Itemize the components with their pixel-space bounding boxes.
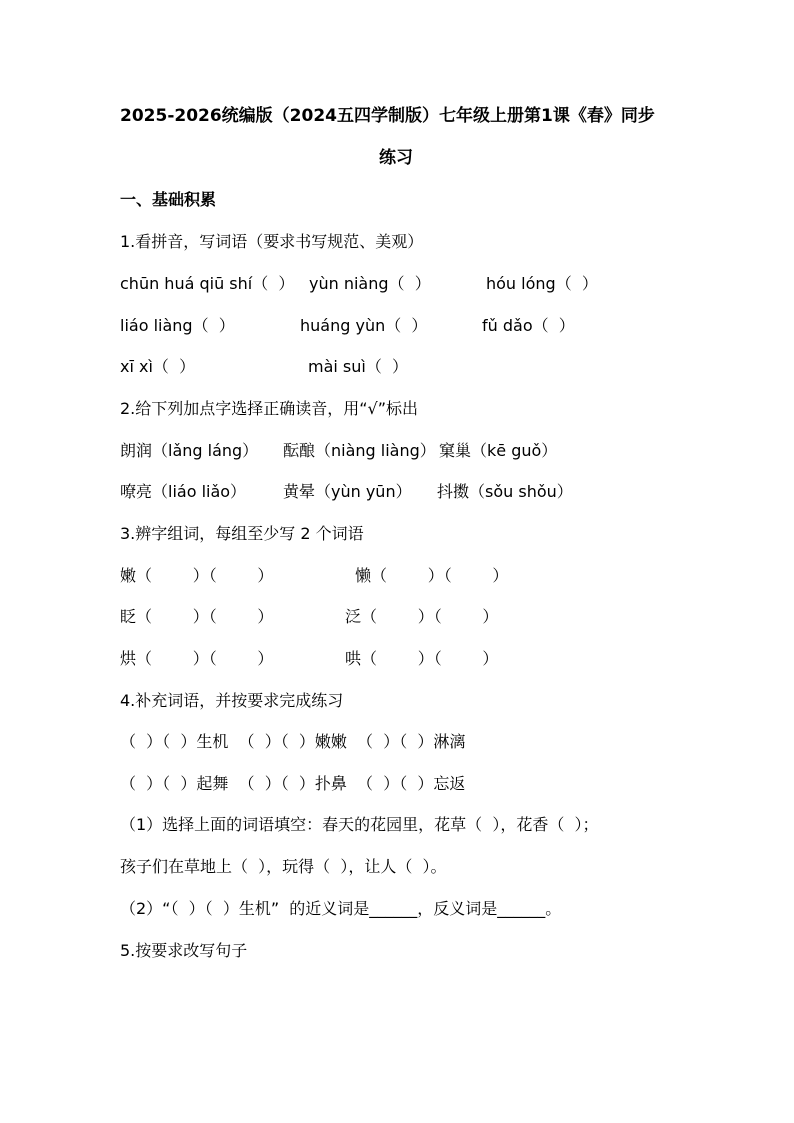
q2-item: 嘹亮（liáo liǎo） [120,482,247,501]
q1-item: liáo liàng（ ） [120,316,235,335]
q4-row-2: （ ）（ ）起舞 （ ）（ ）扑鼻 （ ）（ ）忘返 [120,774,466,793]
q1-item: fǔ dǎo（ ） [482,316,575,335]
q2-item: 抖擞（sǒu shǒu） [437,482,573,501]
q3-item: 嫩（ ）（ ） [120,566,274,585]
q1-item: xī xì（ ） [120,357,196,376]
q2-item: 黄晕（yùn yūn） [283,482,412,501]
q3-item: 泛（ ）（ ） [345,607,499,626]
q2-item: 朗润（lǎng láng） [120,441,259,460]
title-line-2: 练习 [379,148,413,168]
q3-item: 懒（ ）（ ） [355,566,509,585]
q5-prompt: 5.按要求改写句子 [120,941,248,960]
q3-item: 眨（ ）（ ） [120,607,274,626]
q2-prompt: 2.给下列加点字选择正确读音，用“√”标出 [120,399,419,418]
q1-item: chūn huá qiū shí（ ） [120,274,295,293]
q4-row-1: （ ）（ ）生机 （ ）（ ）嫩嫩 （ ）（ ）淋漓 [120,732,466,751]
section-heading: 一、基础积累 [120,190,217,209]
q1-item: huáng yùn（ ） [300,316,428,335]
q4-sub-2: （2）“（ ）（ ）生机” 的近义词是______，反义词是______。 [120,899,562,918]
q1-prompt: 1.看拼音，写词语（要求书写规范、美观） [120,232,424,251]
q1-item: yùn niàng（ ） [309,274,431,293]
q4-sub-1-line-2: 孩子们在草地上（ ），玩得（ ），让人（ ）。 [120,857,447,876]
q3-item: 哄（ ）（ ） [345,649,499,668]
q3-prompt: 3.辨字组词，每组至少写 2 个词语 [120,524,364,543]
q2-item: 酝酿（niàng liàng） [283,441,436,460]
q4-prompt: 4.补充词语，并按要求完成练习 [120,691,344,710]
q4-sub-1-line-1: （1）选择上面的词语填空：春天的花园里，花草（ ），花香（ ）； [120,815,599,834]
q3-item: 烘（ ）（ ） [120,649,274,668]
q2-item: 窠巢（kē guǒ） [439,441,558,460]
q1-item: hóu lóng（ ） [486,274,598,293]
q1-item: mài suì（ ） [308,357,409,376]
title-line-1: 2025-2026统编版（2024五四学制版）七年级上册第1课《春》同步 [120,106,655,126]
